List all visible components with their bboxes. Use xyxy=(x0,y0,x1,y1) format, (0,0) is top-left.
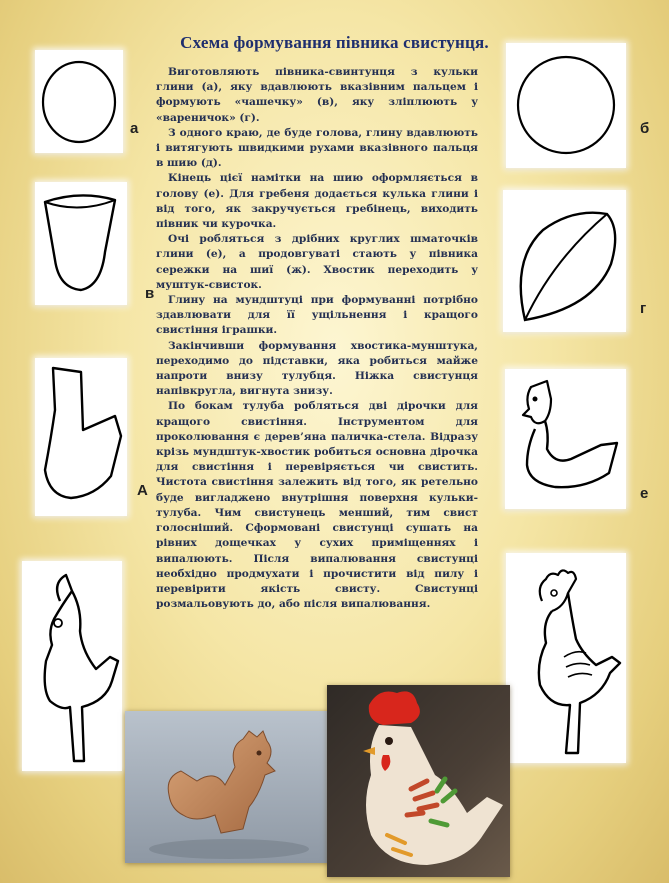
sketch-rooster-right xyxy=(506,553,626,763)
label-b: б xyxy=(640,120,650,137)
cup-sketch-icon xyxy=(35,182,127,305)
sketch-head-e xyxy=(505,369,626,509)
rooster-sketch-icon xyxy=(22,561,122,771)
instruction-text xyxy=(156,65,478,612)
neck-sketch-icon xyxy=(35,358,127,516)
paragraph: Очі робляться з дрібних круглих шматочків глини (е), а продовгуваті стають у півника сережки на шиї (ж). Хвостик переходить у муштук-свисток. xyxy=(156,233,478,291)
painted-rooster-photo-icon xyxy=(327,685,510,877)
paragraph: Кінець цієї намітки на шию оформляється в голову (е). Для гребеня додається кулька глини і від того, як закручується гребінець, виходить півник чи курочка. xyxy=(156,172,478,231)
sketch-neck-d xyxy=(35,358,127,516)
paragraph: Виготовляють півника-свинтунця з кульки глини (а), яку вдавлюють вказівним пальцем і формують «чашечку» (в), яку зліплюють у «вареничок» (г). xyxy=(156,66,478,124)
sketch-rooster-left xyxy=(22,561,122,771)
label-v: в xyxy=(145,285,155,302)
circle-sketch-icon xyxy=(506,43,626,168)
paragraph: Глину на мундштуці при формуванні потрібно здавлювати для її ущільнення і кращого свистіння іграшки. xyxy=(156,294,478,337)
page-title: Схема формування півника свистунця. xyxy=(180,33,489,52)
paragraph: По бокам тулуба робляться дві дірочки для кращого свистіння. Інструментом для проколювання є дерев’яна паличка-стела. Відразу крізь мундштук-хвостик робиться основна дірочка для свистіння і перевіряється чи свистить. Чистота свистіння залежить від того, як ретельно буде вигладжено внутрішня поверхня кульки-тулуба. Чим свистунець менший, тим свист голосніший. Сформовані свистунці сушать на рівних дощечках у сухих приміщеннях і випалюють. Після випалювання свистунці необхідно продмухати і прочистити від пилу і перевірити якість свисту. Свистунці розмальовують до, або після випалювання. xyxy=(156,400,478,611)
rooster-sketch-icon xyxy=(506,553,626,763)
photo-painted-rooster xyxy=(327,685,510,877)
circle-sketch-icon xyxy=(35,50,123,153)
sketch-cup-v xyxy=(35,182,127,305)
sketch-ball-b xyxy=(506,43,626,168)
label-a: а xyxy=(130,120,139,137)
paragraph: Закінчивши формування хвостика-мунштука, переходимо до підставки, яка робиться майже напроти внизу тулубця. Ніжка свистунця напівкругла, вигнута знизу. xyxy=(156,339,478,398)
sketch-ball-a xyxy=(35,50,123,153)
dumpling-sketch-icon xyxy=(503,190,626,332)
label-g: г xyxy=(640,300,647,317)
label-d: А xyxy=(137,482,148,499)
head-sketch-icon xyxy=(505,369,626,509)
sketch-dumpling-g xyxy=(503,190,626,332)
paragraph: З одного краю, де буде голова, глину вдавлюють і витягують швидкими рухами вказівного пальця в шию (д). xyxy=(156,126,478,170)
clay-rooster-photo-icon xyxy=(125,711,333,863)
photo-clay-rooster xyxy=(125,711,333,863)
label-e: е xyxy=(640,485,649,502)
